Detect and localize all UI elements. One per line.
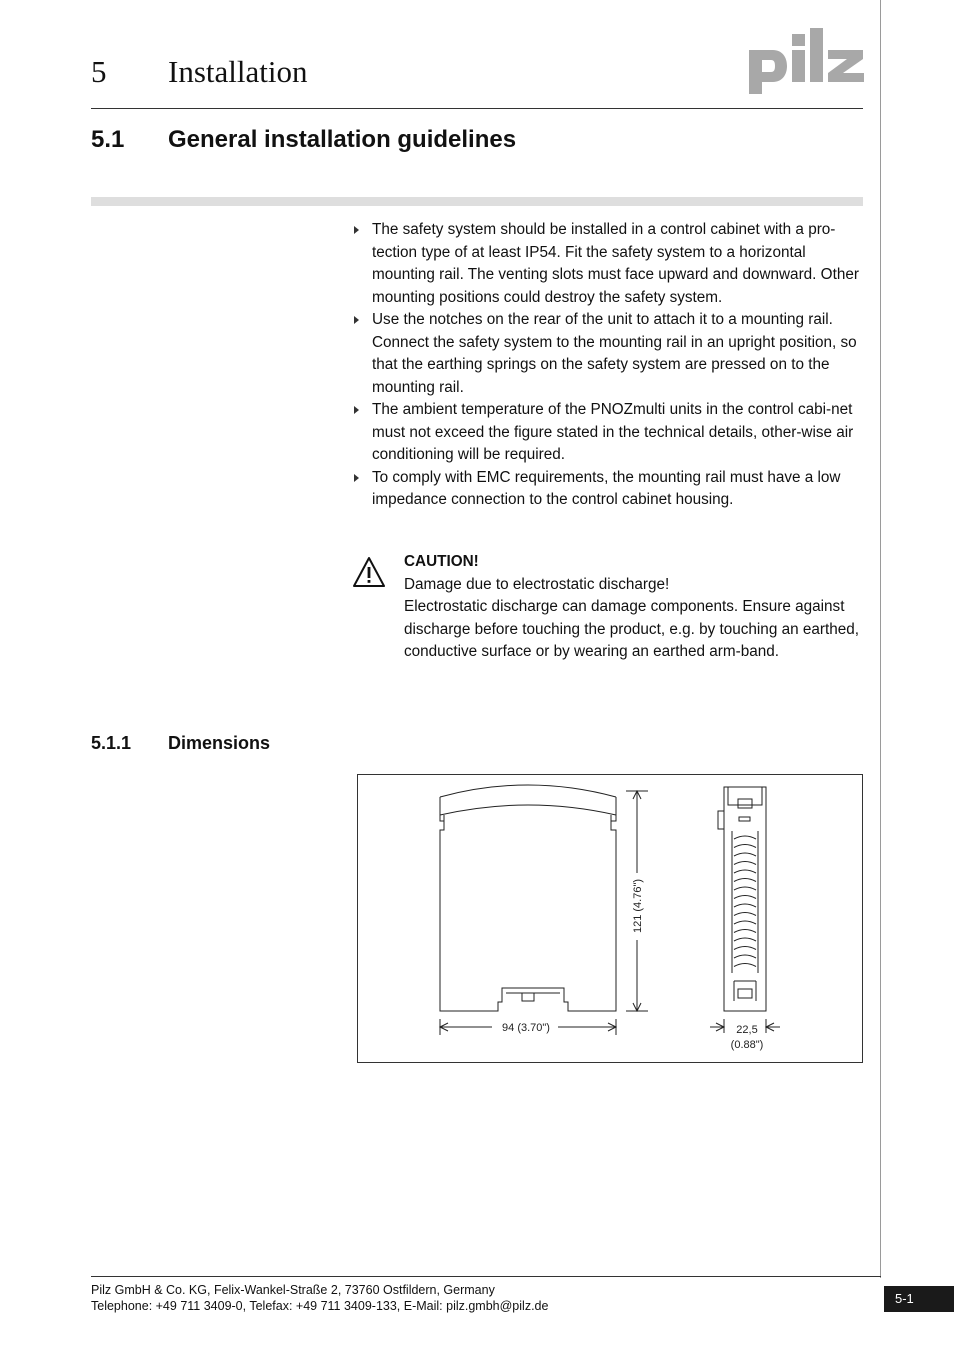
vent-slot xyxy=(734,896,756,899)
list-item-text: Use the notches on the rear of the unit to attach it to a mounting rail. Connect the safety system to the mounting rail in an upright position, so that the earthing springs on the safety system are pressed on to the mounting rail. xyxy=(372,311,857,396)
footer-contact: Telephone: +49 711 3409-0, Telefax: +49 711 3409-133, E-Mail: pilz.gmbh@pilz.de xyxy=(91,1299,549,1313)
triangle-bullet-icon xyxy=(354,474,359,482)
dimensions-drawing xyxy=(357,774,863,1063)
pilz-logo xyxy=(745,26,867,96)
footer-rule xyxy=(91,1276,881,1277)
page-number: 5-1 xyxy=(884,1286,954,1312)
list-item-text: The ambient temperature of the PNOZmulti units in the control cabi-net must not exceed the figure stated in the technical details, other-wise air conditioning will be required. xyxy=(372,401,854,463)
vent-slot xyxy=(734,930,756,933)
vent-slot xyxy=(734,836,756,839)
width-dimension-label: 94 (3.70") xyxy=(502,1022,550,1034)
list-item-text: The safety system should be installed in a control cabinet with a pro-tection type of at least IP54. Fit the safety system to a horizontal mounting rail. The venting slots must face upward and downward. Other mounting positions could destroy the safety system. xyxy=(372,221,859,306)
subsection-number: 5.1.1 xyxy=(91,733,132,753)
list-item-text: To comply with EMC requirements, the mounting rail must have a low impedance connection to the control cabinet housing. xyxy=(372,468,841,508)
caution-notice xyxy=(404,551,864,664)
footer xyxy=(91,1282,548,1314)
triangle-bullet-icon xyxy=(354,226,359,234)
vent-slot xyxy=(734,947,756,950)
triangle-bullet-icon xyxy=(354,316,359,324)
vent-slot xyxy=(734,845,756,848)
venting-slots xyxy=(734,836,756,967)
chapter-number: 5 xyxy=(91,54,107,89)
depth-dimension-label: 22,5 xyxy=(736,1024,758,1036)
chapter-title: Installation xyxy=(168,54,308,89)
list-item xyxy=(354,467,866,512)
subsection-title: Dimensions xyxy=(168,733,271,753)
section-title: General installation guidelines xyxy=(168,126,517,153)
height-dimension-label: 121 (4.76") xyxy=(632,878,644,934)
caution-body: Electrostatic discharge can damage components. Ensure against discharge before touching the product, e.g. by touching an earthed, conductive surface or by wearing an earthed arm-band. xyxy=(404,598,859,660)
vent-slot xyxy=(734,913,756,916)
list-item xyxy=(354,309,866,399)
list-item xyxy=(354,219,866,309)
vent-slot xyxy=(734,904,756,907)
right-margin-rule xyxy=(880,0,881,1278)
vent-slot xyxy=(734,879,756,882)
caution-subtitle: Damage due to electrostatic discharge! xyxy=(404,575,670,593)
vent-slot xyxy=(734,853,756,856)
vent-slot xyxy=(734,870,756,873)
vent-slot xyxy=(734,955,756,958)
footer-address: Pilz GmbH & Co. KG, Felix-Wankel-Straße 2, 73760 Ostfildern, Germany xyxy=(91,1283,495,1297)
dimensions-svg xyxy=(358,775,864,1064)
triangle-bullet-icon xyxy=(354,406,359,414)
vent-slot xyxy=(734,862,756,865)
guideline-list xyxy=(354,219,866,512)
vent-slot xyxy=(734,938,756,941)
vent-slot xyxy=(734,921,756,924)
warning-triangle-icon xyxy=(352,556,386,588)
vent-slot xyxy=(734,887,756,890)
caution-title: CAUTION! xyxy=(404,553,479,570)
list-item xyxy=(354,399,866,467)
header-rule xyxy=(91,108,863,109)
section-divider-bar xyxy=(91,197,863,206)
depth-dimension-label-inch: (0.88") xyxy=(730,1039,764,1051)
section-number: 5.1 xyxy=(91,126,125,153)
vent-slot xyxy=(734,964,756,967)
